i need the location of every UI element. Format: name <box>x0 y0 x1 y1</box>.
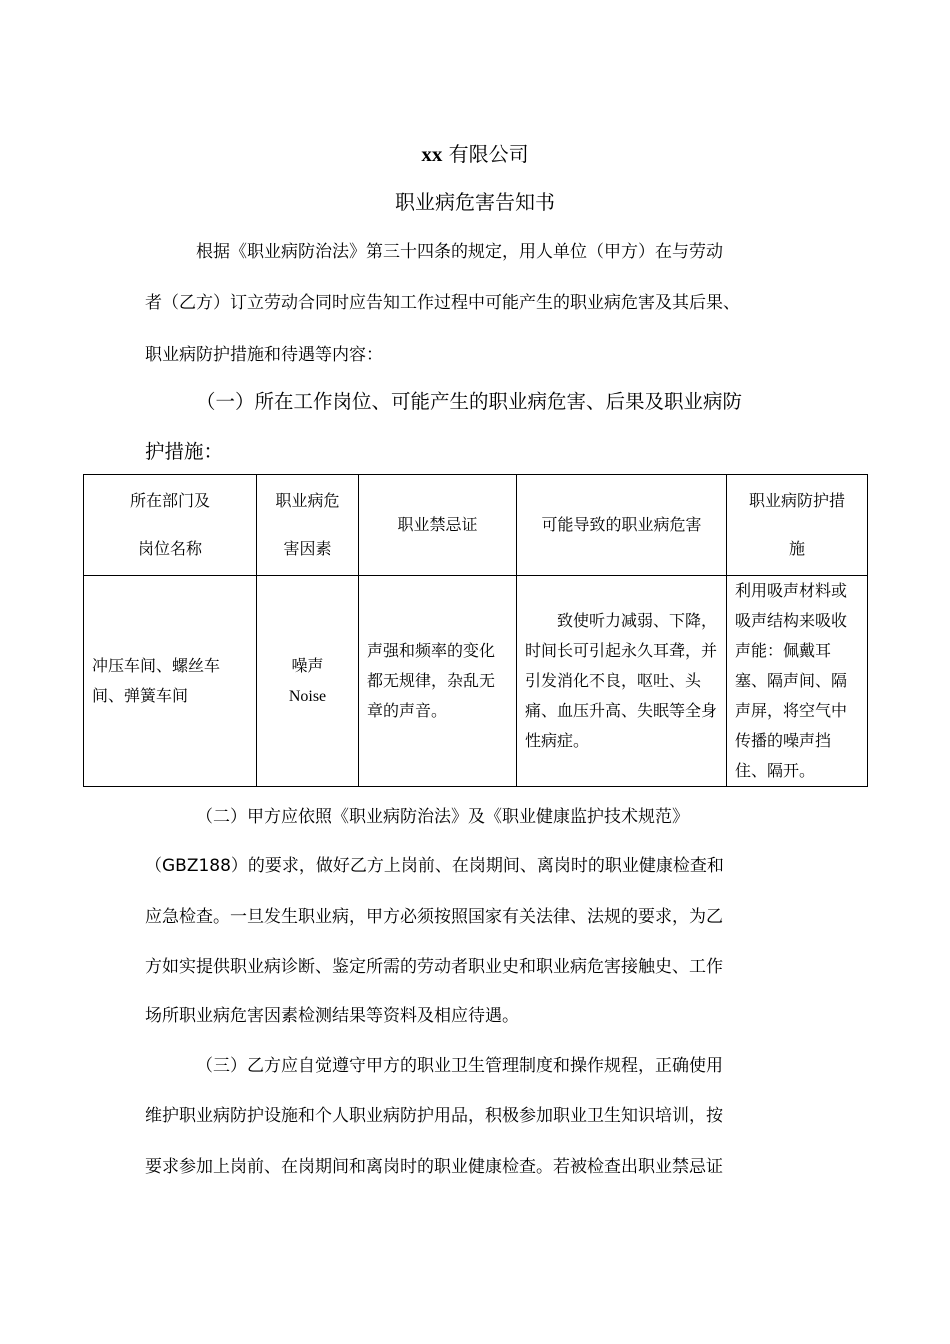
cell-factor-cn: 噪声 <box>291 655 324 675</box>
section-2-line-5: 场所职业病危害因素检测结果等资料及相应待遇。 <box>145 1006 519 1026</box>
company-name-latin: xx <box>421 142 443 166</box>
header-dept-line-2: 岗位名称 <box>137 539 202 558</box>
cell-protection: 利用吸声材料或吸声结构来吸收声能：佩戴耳塞、隔声间、隔声屏，将空气中传播的噪声挡住、隔开。 <box>727 576 868 787</box>
cell-factor-en: Noise <box>288 687 327 705</box>
cell-disease: 致使听力减弱、下降，时间长可引起永久耳聋，并引发消化不良，呕吐、头痛、血压升高、失眠等全身性病症。 <box>517 576 727 787</box>
table-row <box>84 576 868 787</box>
document-title: 职业病危害告知书 <box>395 190 555 214</box>
header-protection-line-2: 施 <box>788 539 805 558</box>
cell-dept: 冲压车间、螺丝车间、弹簧车间 <box>84 576 257 787</box>
header-factor-line-2: 害因素 <box>283 539 332 558</box>
header-factor-line-1: 职业病危 <box>275 491 340 510</box>
section-3-line-2: 维护职业病防护设施和个人职业病防护用品，积极参加职业卫生知识培训，按 <box>145 1106 723 1126</box>
section-2-line-4: 方如实提供职业病诊断、鉴定所需的劳动者职业史和职业病危害接触史、工作 <box>145 957 723 977</box>
section-2-line-1: （二）甲方应依照《职业病防治法》及《职业健康监护技术规范》 <box>196 807 689 827</box>
section-3-line-3: 要求参加上岗前、在岗期间和离岗时的职业健康检查。若被检查出职业禁忌证 <box>145 1157 723 1177</box>
intro-line-1: 根据《职业病防治法》第三十四条的规定，用人单位（甲方）在与劳动 <box>196 242 723 262</box>
header-dept-line-1: 所在部门及 <box>129 491 210 510</box>
section-3-line-1: （三）乙方应自觉遵守甲方的职业卫生管理制度和操作规程，正确使用 <box>196 1056 723 1076</box>
section-1-heading-line-1: （一）所在工作岗位、可能产生的职业病危害、后果及职业病防 <box>196 390 743 413</box>
table-header-row <box>84 475 868 576</box>
header-protection-line-1: 职业病防护措 <box>748 491 845 510</box>
hazard-table <box>83 474 868 787</box>
header-protection <box>727 475 868 576</box>
section-2-line-2: （GBZ188）的要求，做好乙方上岗前、在岗期间、离岗时的职业健康检查和 <box>145 856 724 876</box>
header-disease: 可能导致的职业病危害 <box>517 475 727 576</box>
cell-contraindication: 声强和频率的变化都无规律，杂乱无章的声音。 <box>359 576 517 787</box>
section-2-line-3: 应急检查。一旦发生职业病，甲方必须按照国家有关法律、法规的要求，为乙 <box>145 907 723 927</box>
company-name <box>0 138 950 167</box>
company-name-cjk: 有限公司 <box>448 142 529 166</box>
section-1-heading-line-2: 护措施： <box>145 440 224 463</box>
intro-line-3: 职业病防护措施和待遇等内容： <box>145 345 383 365</box>
header-factor <box>257 475 359 576</box>
header-contraindication: 职业禁忌证 <box>359 475 517 576</box>
intro-line-2: 者（乙方）订立劳动合同时应告知工作过程中可能产生的职业病危害及其后果、 <box>145 293 740 313</box>
cell-factor <box>257 576 359 787</box>
header-dept <box>84 475 257 576</box>
